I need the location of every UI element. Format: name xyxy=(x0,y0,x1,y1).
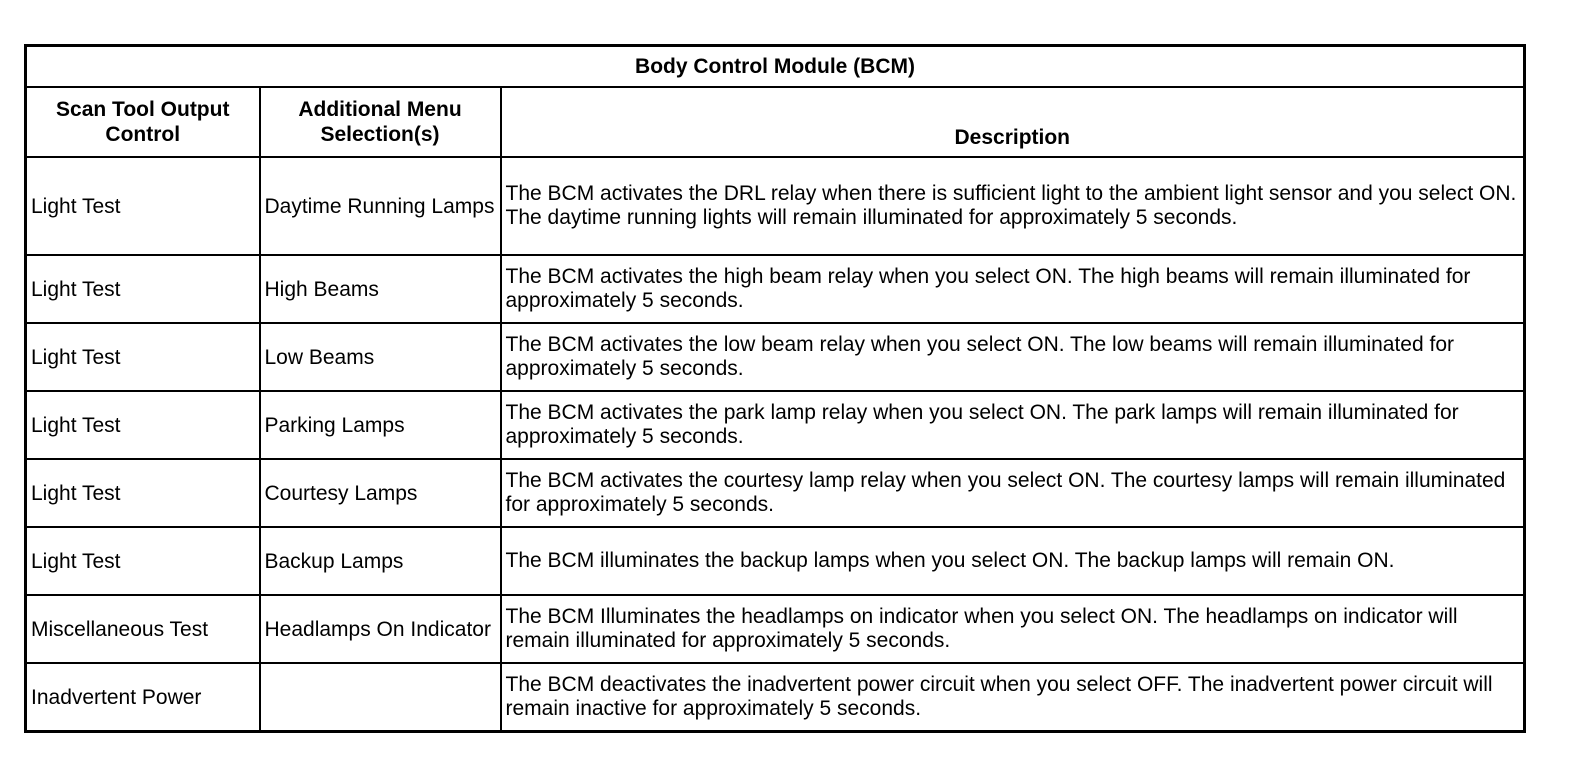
menu-selection-cell: Parking Lamps xyxy=(260,391,501,459)
menu-selection-cell xyxy=(260,663,501,732)
menu-selection-cell: High Beams xyxy=(260,255,501,323)
menu-selection-cell: Backup Lamps xyxy=(260,527,501,595)
table-row xyxy=(26,663,1525,732)
output-control-cell: Light Test xyxy=(26,255,260,323)
bcm-output-control-table xyxy=(24,44,1526,733)
table-row xyxy=(26,595,1525,663)
output-control-cell: Inadvertent Power xyxy=(26,663,260,732)
menu-selection-cell: Low Beams xyxy=(260,323,501,391)
output-control-cell: Light Test xyxy=(26,157,260,255)
table-row xyxy=(26,255,1525,323)
description-cell: The BCM activates the low beam relay when you select ON. The low beams will remain illuminated for approximately 5 seconds. xyxy=(501,323,1525,391)
description-cell: The BCM deactivates the inadvertent power circuit when you select OFF. The inadvertent power circuit will remain inactive for approximately 5 seconds. xyxy=(501,663,1525,732)
output-control-cell: Light Test xyxy=(26,323,260,391)
header-description: Description xyxy=(501,87,1525,157)
table-title: Body Control Module (BCM) xyxy=(26,46,1525,88)
table-row xyxy=(26,527,1525,595)
header-output-control: Scan Tool Output Control xyxy=(26,87,260,157)
menu-selection-cell: Daytime Running Lamps xyxy=(260,157,501,255)
description-cell: The BCM illuminates the backup lamps when you select ON. The backup lamps will remain ON. xyxy=(501,527,1525,595)
description-cell: The BCM Illuminates the headlamps on indicator when you select ON. The headlamps on indicator will remain illuminated for approximately 5 seconds. xyxy=(501,595,1525,663)
description-cell: The BCM activates the high beam relay when you select ON. The high beams will remain illuminated for approximately 5 seconds. xyxy=(501,255,1525,323)
table-row xyxy=(26,157,1525,255)
table-row xyxy=(26,323,1525,391)
table-row xyxy=(26,459,1525,527)
menu-selection-cell: Courtesy Lamps xyxy=(260,459,501,527)
header-menu-selection: Additional Menu Selection(s) xyxy=(260,87,501,157)
output-control-cell: Light Test xyxy=(26,391,260,459)
output-control-cell: Light Test xyxy=(26,527,260,595)
table-row xyxy=(26,391,1525,459)
menu-selection-cell: Headlamps On Indicator xyxy=(260,595,501,663)
output-control-cell: Miscellaneous Test xyxy=(26,595,260,663)
description-cell: The BCM activates the park lamp relay when you select ON. The park lamps will remain illuminated for approximately 5 seconds. xyxy=(501,391,1525,459)
description-cell: The BCM activates the DRL relay when there is sufficient light to the ambient light sensor and you select ON. The daytime running lights will remain illuminated for approximately 5 seconds. xyxy=(501,157,1525,255)
output-control-cell: Light Test xyxy=(26,459,260,527)
description-cell: The BCM activates the courtesy lamp relay when you select ON. The courtesy lamps will remain illuminated for approximately 5 seconds. xyxy=(501,459,1525,527)
